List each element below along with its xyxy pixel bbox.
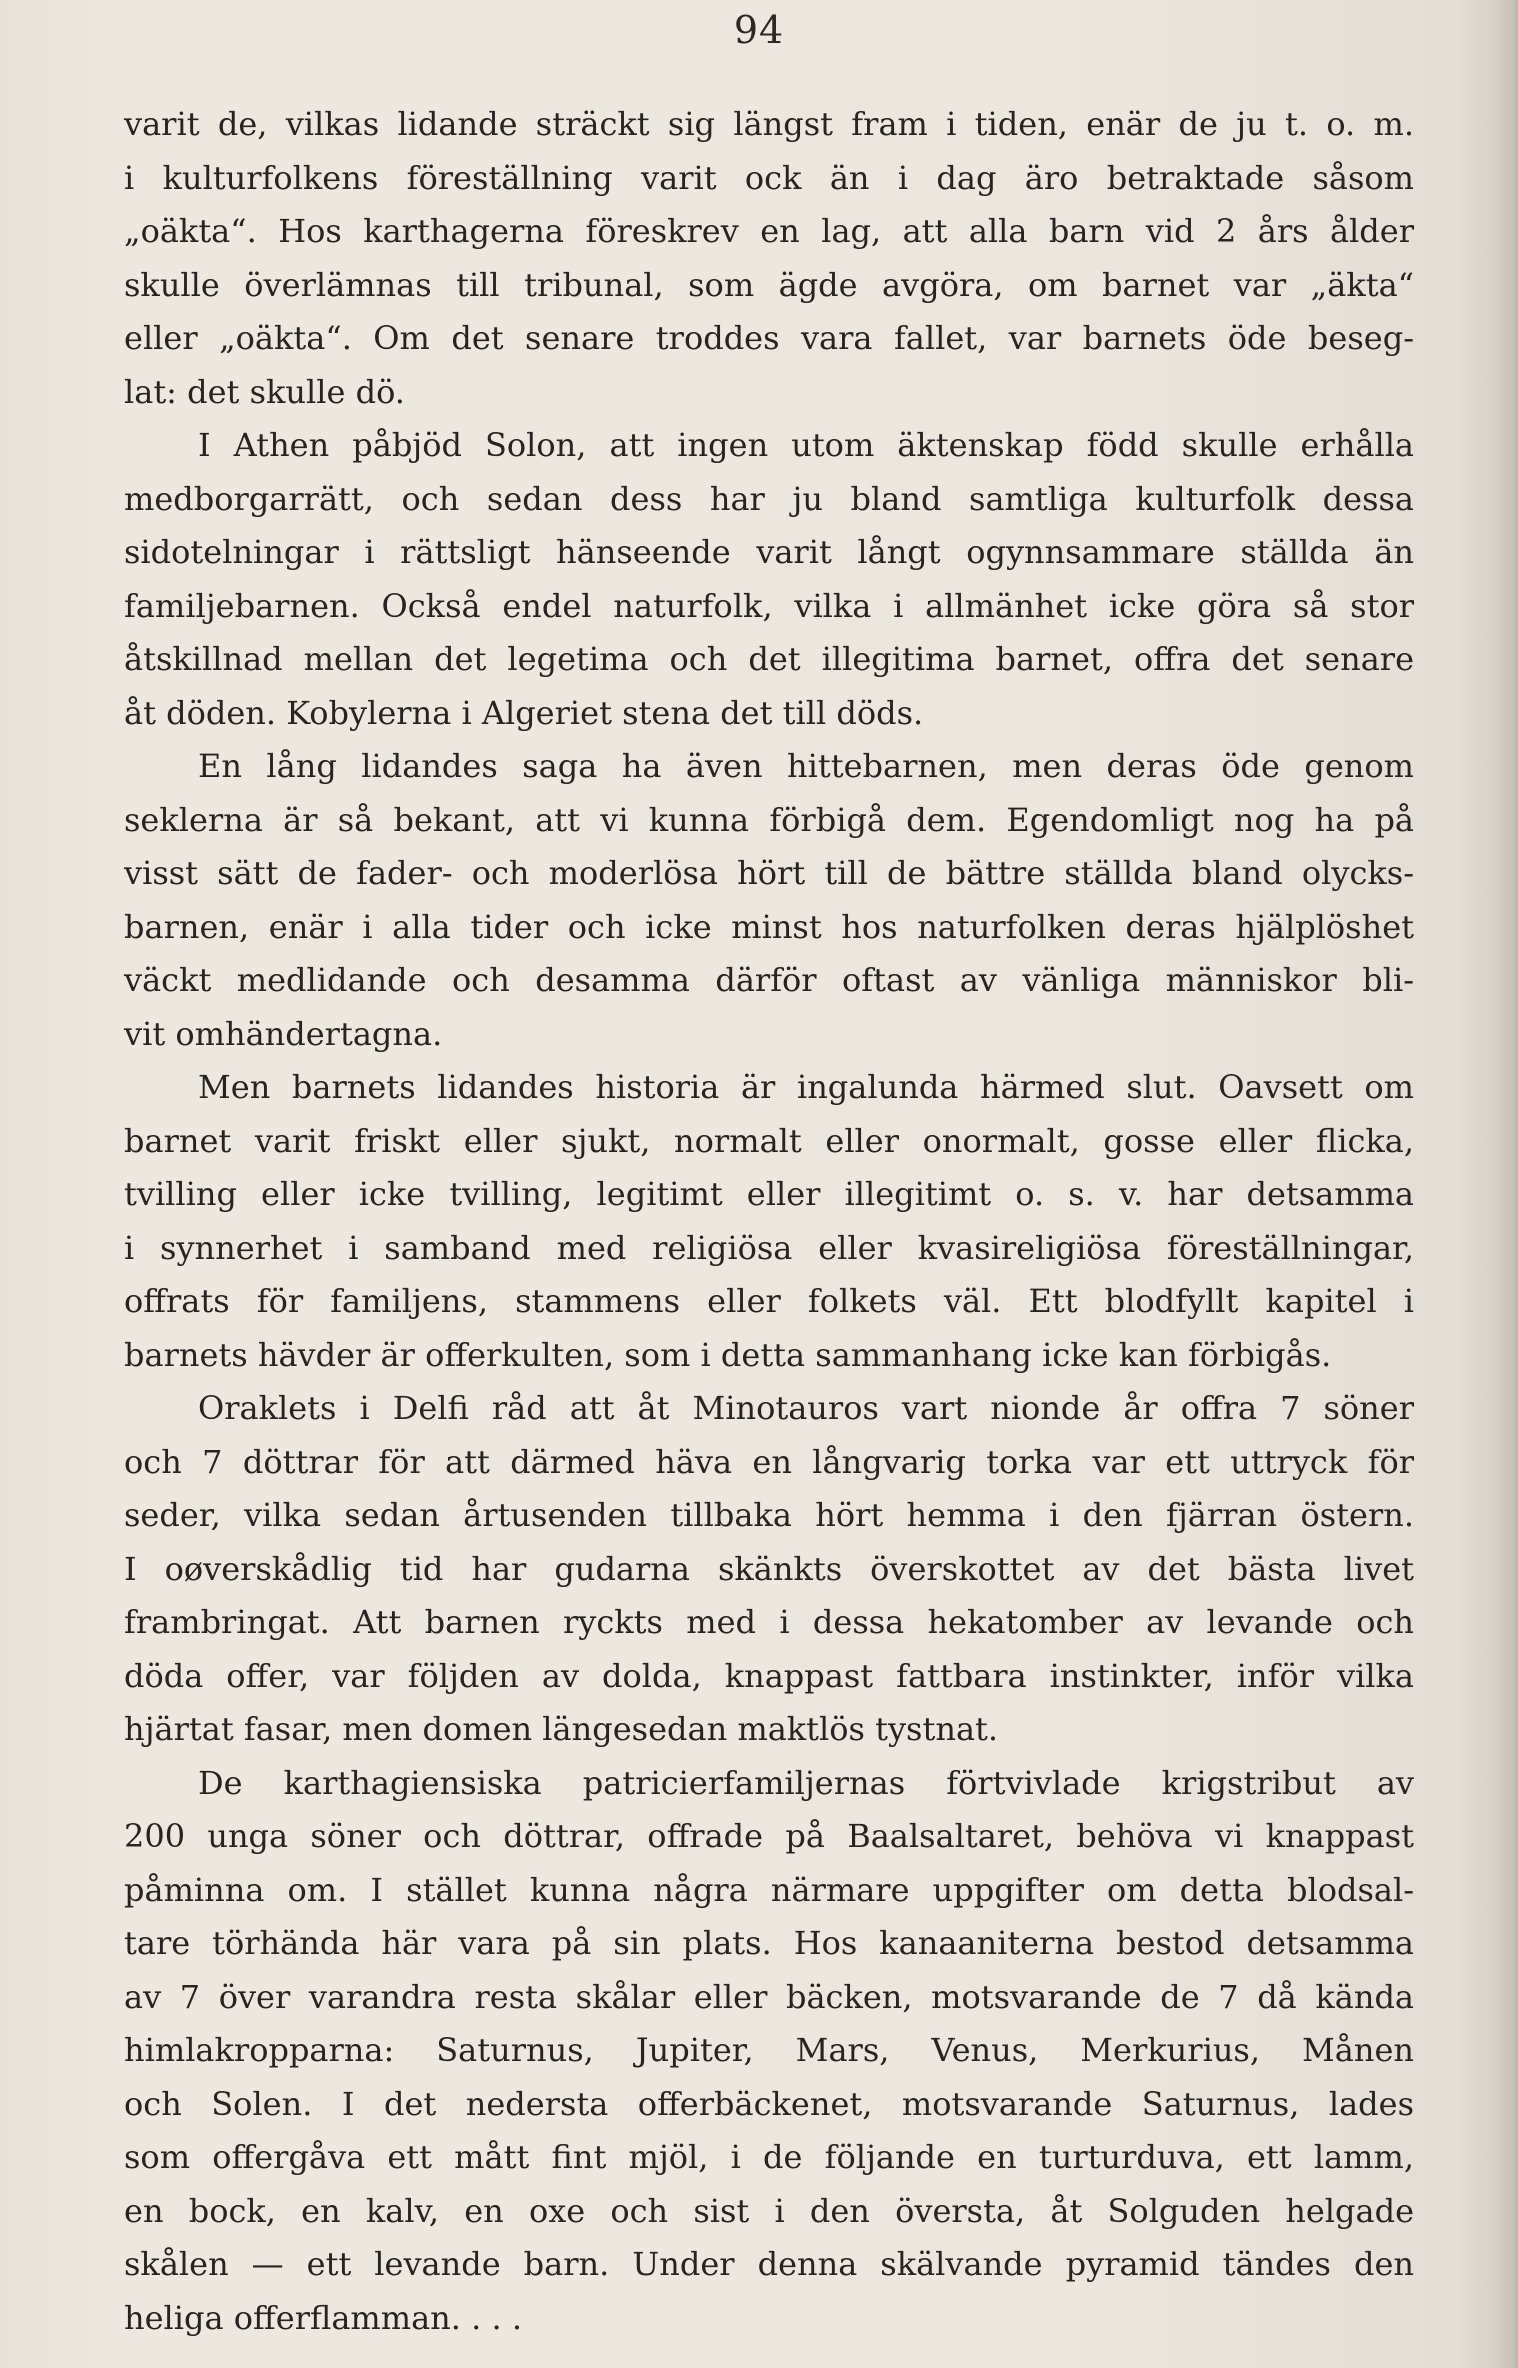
text-line: visst sätt de fader- och moderlösa hört till de bättre ställda bland olycks- <box>124 854 1414 892</box>
text-line: heliga offerflamman. . . . <box>124 2298 522 2337</box>
text-line: i synnerhet i samband med religiösa eller kvasireligiösa föreställningar, <box>124 1228 1414 1267</box>
text-line: varit de, vilkas lidande sträckt sig längst fram i tiden, enär de ju t. o. m. <box>124 105 1414 143</box>
text-line: vit omhändertagna. <box>124 1014 443 1053</box>
text-line: i kulturfolkens föreställning varit ock än i dag äro betraktade såsom <box>124 158 1414 197</box>
text-line: Oraklets i Delfi råd att åt Minotauros vart nionde år offra 7 söner <box>198 1389 1414 1427</box>
text-line: tare törhända här vara på sin plats. Hos kanaaniterna bestod detsamma <box>124 1924 1414 1962</box>
text-line: I oøverskådlig tid har gudarna skänkts överskottet av det bästa livet <box>124 1549 1414 1588</box>
text-line: åt döden. Kobylerna i Algeriet stena det till döds. <box>124 693 924 732</box>
text-line: himlakropparna: Saturnus, Jupiter, Mars, Venus, Merkurius, Månen <box>124 2031 1414 2069</box>
text-line: I Athen påbjöd Solon, att ingen utom äktenskap född skulle erhålla <box>198 426 1414 464</box>
page-number: 94 <box>733 8 785 52</box>
text-line: frambringat. Att barnen ryckts med i dessa hekatomber av levande och <box>124 1603 1414 1641</box>
text-line: skålen — ett levande barn. Under denna skälvande pyramid tändes den <box>124 2245 1414 2283</box>
text-line: hjärtat fasar, men domen längesedan maktlös tystnat. <box>124 1710 999 1748</box>
text-line: barnen, enär i alla tider och icke minst hos naturfolken deras hjälplöshet <box>124 907 1414 946</box>
text-line: tvilling eller icke tvilling, legitimt eller illegitimt o. s. v. har detsamma <box>124 1175 1414 1213</box>
page-edge-shadow <box>1496 0 1518 2368</box>
text-line: offrats för familjens, stammens eller folkets väl. Ett blodfyllt kapitel i <box>124 1282 1414 1320</box>
text-line: väckt medlidande och desamma därför oftast av vänliga människor bli- <box>124 961 1414 999</box>
text-line: familjebarnen. Också endel naturfolk, vilka i allmänhet icke göra så stor <box>124 586 1414 625</box>
text-line: 200 unga söner och döttrar, offrade på Baalsaltaret, behöva vi knappast <box>124 1817 1414 1855</box>
text-line: som offergåva ett mått fint mjöl, i de följande en turturduva, ett lamm, <box>124 2138 1414 2176</box>
text-line: och 7 döttrar för att därmed häva en långvarig torka var ett uttryck för <box>124 1442 1414 1481</box>
text-line: En lång lidandes saga ha även hittebarnen, men deras öde genom <box>198 747 1414 785</box>
text-line: „oäkta“. Hos karthagerna föreskrev en lag, att alla barn vid 2 års ålder <box>124 212 1414 250</box>
text-line: lat: det skulle dö. <box>124 372 405 411</box>
text-line: döda offer, var följden av dolda, knappast fattbara instinkter, inför vilka <box>124 1656 1414 1695</box>
body-text <box>124 98 1414 2345</box>
text-line: barnet varit friskt eller sjukt, normalt eller onormalt, gosse eller flicka, <box>124 1121 1414 1160</box>
text-line: medborgarrätt, och sedan dess har ju bland samtliga kulturfolk dessa <box>124 479 1414 518</box>
text-line: Men barnets lidandes historia är ingalunda härmed slut. Oavsett om <box>198 1068 1414 1106</box>
text-line: seklerna är så bekant, att vi kunna förbigå dem. Egendomligt nog ha på <box>124 800 1414 839</box>
text-line: och Solen. I det nedersta offerbäckenet, motsvarande Saturnus, lades <box>124 2084 1414 2123</box>
text-line: sidotelningar i rättsligt hänseende varit långt ogynnsammare ställda än <box>124 533 1414 571</box>
text-line: påminna om. I stället kunna några närmare uppgifter om detta blodsal- <box>124 1870 1414 1909</box>
text-line: eller „oäkta“. Om det senare troddes vara fallet, var barnets öde beseg- <box>124 319 1414 357</box>
text-line: åtskillnad mellan det legetima och det illegitima barnet, offra det senare <box>124 640 1414 678</box>
text-line: av 7 över varandra resta skålar eller bäcken, motsvarande de 7 då kända <box>124 1977 1414 2016</box>
text-line: barnets hävder är offerkulten, som i detta sammanhang icke kan förbigås. <box>124 1335 1332 1374</box>
text-line: en bock, en kalv, en oxe och sist i den översta, åt Solguden helgade <box>124 2191 1414 2230</box>
text-line: skulle överlämnas till tribunal, som ägde avgöra, om barnet var „äkta“ <box>124 265 1414 304</box>
text-line: seder, vilka sedan årtusenden tillbaka hört hemma i den fjärran östern. <box>124 1496 1414 1534</box>
text-line: De karthagiensiska patricierfamiljernas förtvivlade krigstribut av <box>198 1763 1414 1802</box>
